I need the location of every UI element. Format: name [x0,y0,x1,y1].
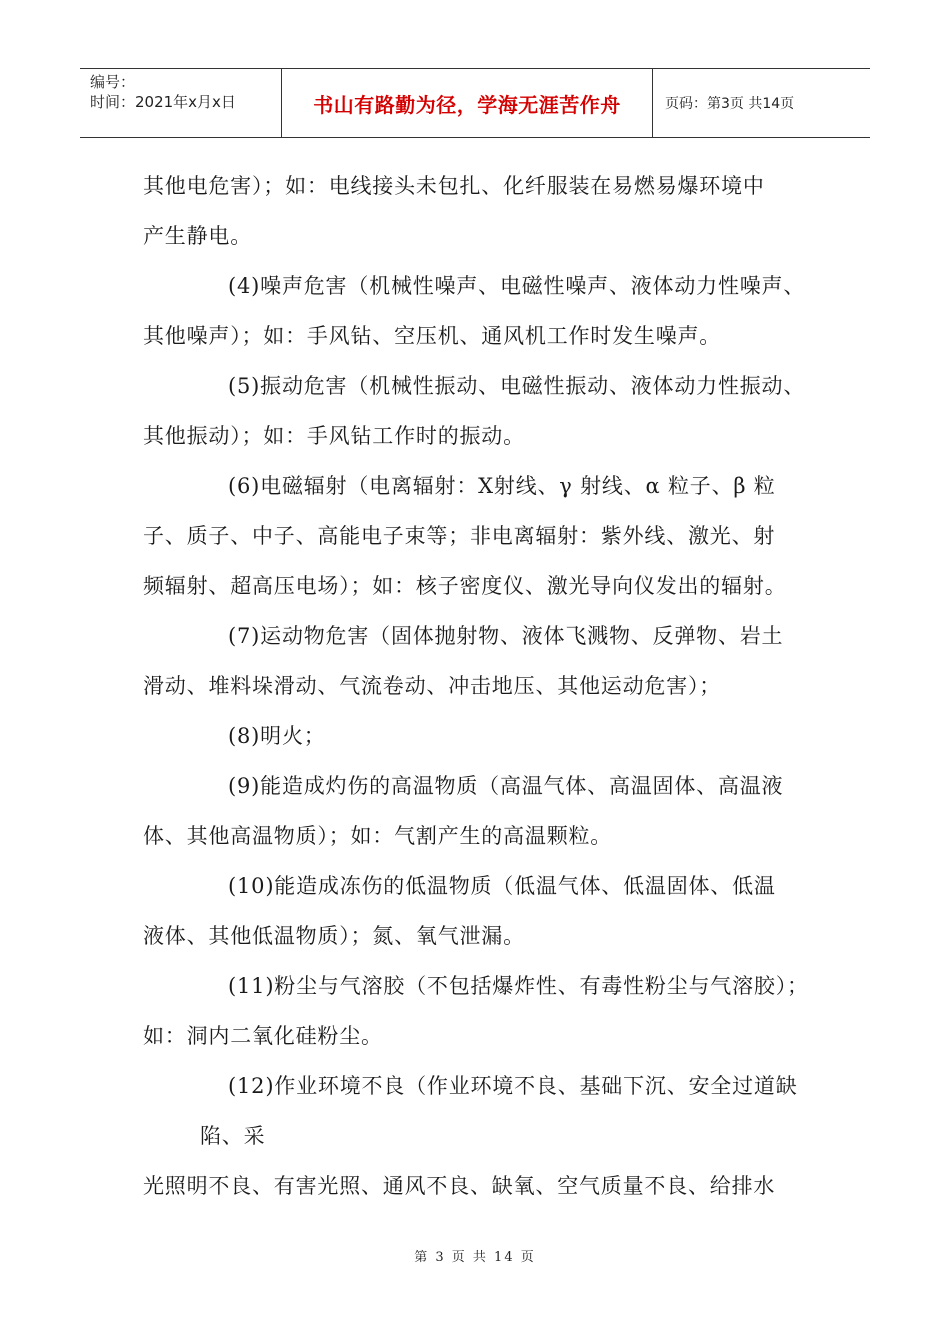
body-line: 陷、采 [200,1124,266,1148]
body-line: (7)运动物危害（固体抛射物、液体飞溅物、反弹物、岩土 [228,624,784,648]
body-line: (6)电磁辐射（电离辐射：X射线、γ 射线、α 粒子、β 粒 [228,474,776,498]
body-line: (9)能造成灼伤的高温物质（高温气体、高温固体、高温液 [228,774,784,798]
body-line: 其他电危害）；如：电线接头未包扎、化纤服装在易燃易爆环境中 [143,174,765,198]
document-header [80,68,870,138]
body-line: 其他噪声）；如：手风钻、空压机、通风机工作时发生噪声。 [143,324,722,348]
document-number-label: 编号： [90,73,136,91]
header-motto-cell [282,69,653,137]
body-line: 产生静电。 [143,224,252,248]
body-line: (12)作业环境不良（作业环境不良、基础下沉、安全过道缺 [228,1074,798,1098]
header-page-cell [653,69,870,137]
body-line: (4)噪声危害（机械性噪声、电磁性噪声、液体动力性噪声、 [228,274,806,298]
body-line: 体、其他高温物质）；如：气割产生的高温颗粒。 [143,824,613,848]
body-line: 子、质子、中子、高能电子束等；非电离辐射：紫外线、激光、射 [143,524,776,548]
body-line: 光照明不良、有害光照、通风不良、缺氧、空气质量不良、给排水 [143,1174,776,1198]
header-motto: 书山有路勤为径，学海无涯苦作舟 [313,93,621,117]
body-line: 如：洞内二氧化硅粉尘。 [143,1024,383,1048]
body-line: (8)明火； [228,724,326,748]
header-page-info: 页码：第3页 共14页 [665,96,795,112]
header-meta-cell [80,69,282,137]
body-line: (5)振动危害（机械性振动、电磁性振动、液体动力性振动、 [228,374,806,398]
body-line: (10)能造成冻伤的低温物质（低温气体、低温固体、低温 [228,874,776,898]
document-date-label: 时间：2021年x月x日 [90,93,236,111]
body-line: (11)粉尘与气溶胶（不包括爆炸性、有毒性粉尘与气溶胶）； [228,974,809,998]
body-line: 频辐射、超高压电场）；如：核子密度仪、激光导向仪发出的辐射。 [143,574,787,598]
body-line: 其他振动）；如：手风钻工作时的振动。 [143,424,525,448]
page-footer: 第 3 页 共 14 页 [414,1250,536,1265]
body-line: 液体、其他低温物质）；氮、氧气泄漏。 [143,924,525,948]
body-line: 滑动、堆料垛滑动、气流卷动、冲击地压、其他运动危害）； [143,674,722,698]
